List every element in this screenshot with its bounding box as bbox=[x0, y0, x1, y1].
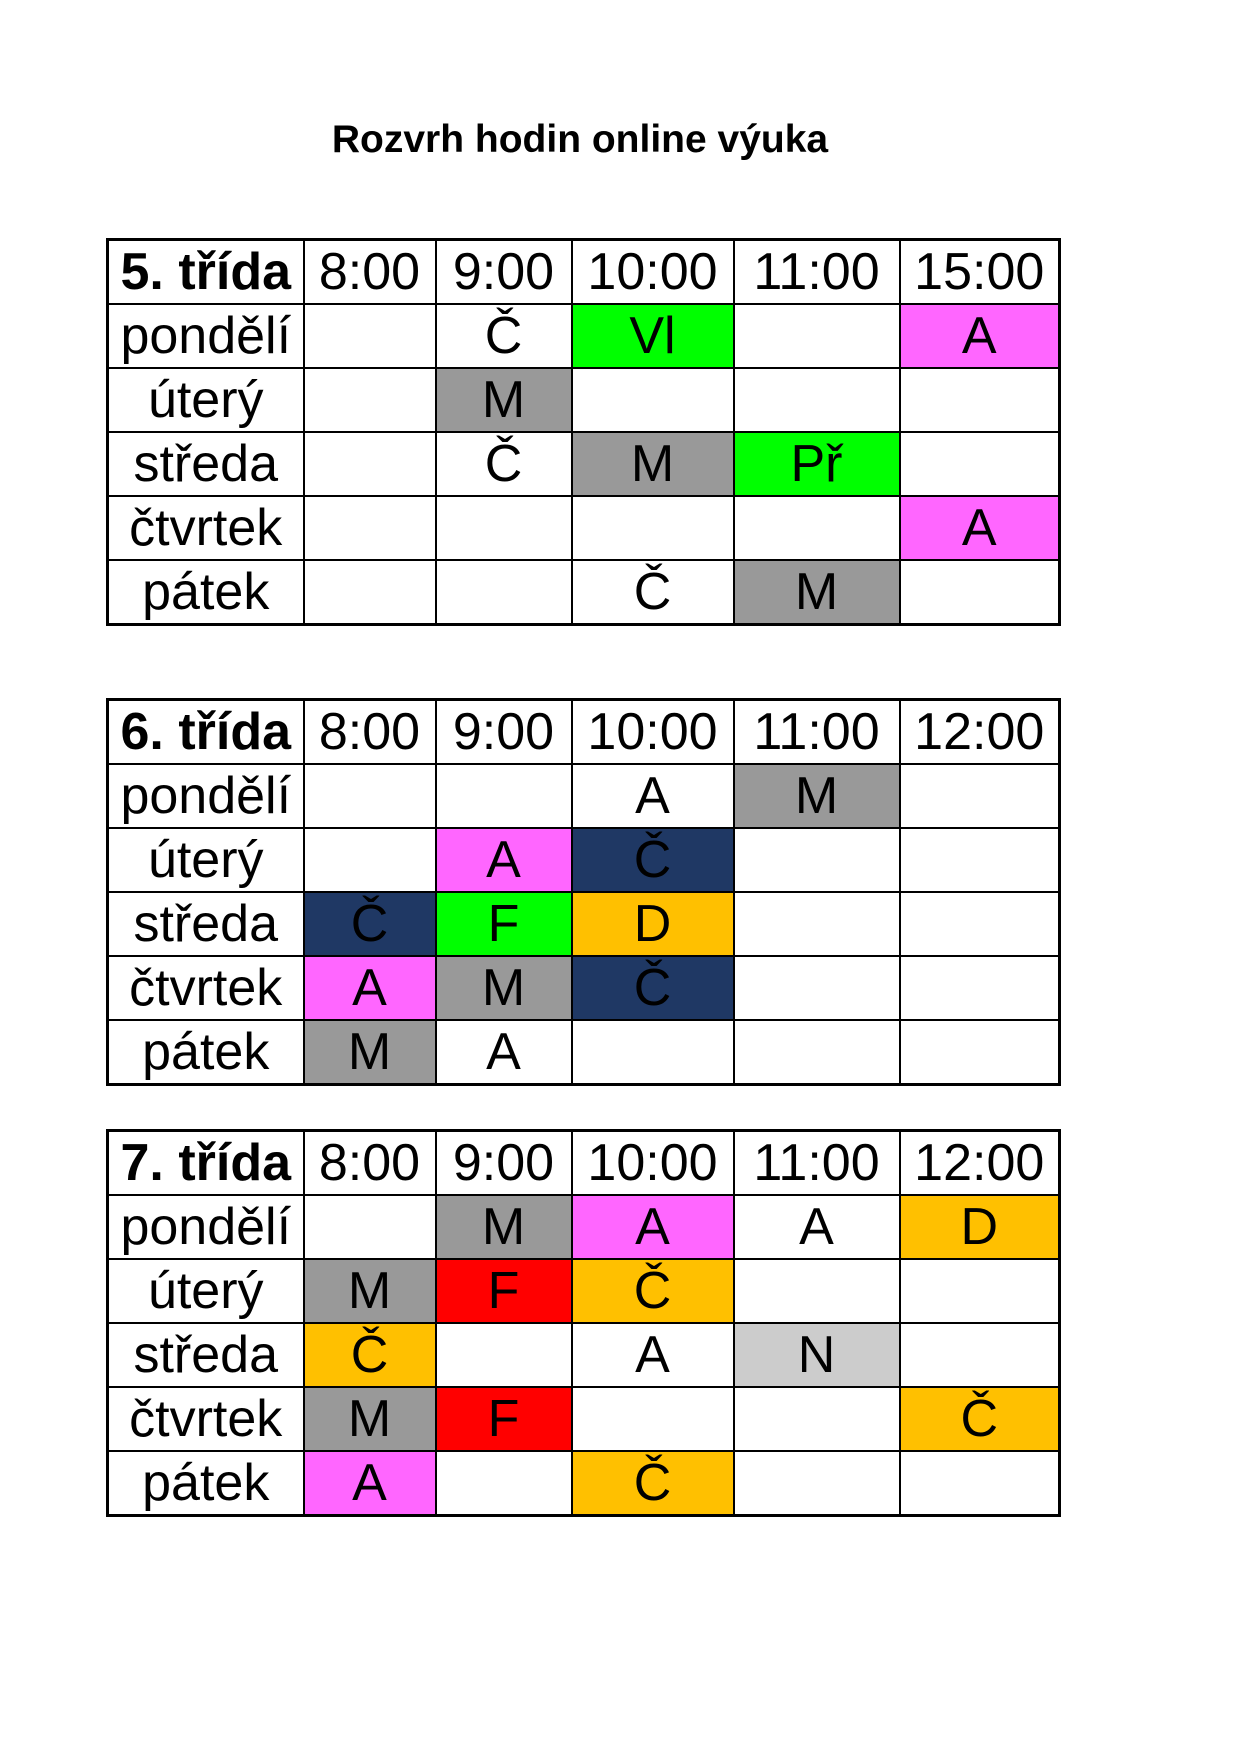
time-header: 9:00 bbox=[436, 700, 572, 765]
lesson-cell: Č bbox=[900, 1387, 1060, 1451]
lesson-cell: A bbox=[900, 496, 1060, 560]
time-header: 15:00 bbox=[900, 240, 1060, 305]
lesson-cell: D bbox=[900, 1195, 1060, 1259]
lesson-cell: F bbox=[436, 892, 572, 956]
table-row bbox=[108, 1195, 1060, 1259]
table-row bbox=[108, 368, 1060, 432]
lesson-cell: Č bbox=[572, 1451, 734, 1516]
lesson-cell bbox=[436, 560, 572, 625]
lesson-cell bbox=[734, 828, 900, 892]
lesson-cell: A bbox=[436, 828, 572, 892]
time-header: 8:00 bbox=[304, 700, 436, 765]
table-row bbox=[108, 764, 1060, 828]
day-label: pátek bbox=[108, 560, 304, 625]
lesson-cell bbox=[436, 496, 572, 560]
lesson-cell bbox=[304, 432, 436, 496]
day-label: středa bbox=[108, 892, 304, 956]
lesson-cell: F bbox=[436, 1259, 572, 1323]
time-header: 10:00 bbox=[572, 700, 734, 765]
table-row bbox=[108, 1323, 1060, 1387]
header-row bbox=[108, 1131, 1060, 1196]
table-row bbox=[108, 304, 1060, 368]
lesson-cell bbox=[304, 496, 436, 560]
lesson-cell: M bbox=[734, 764, 900, 828]
lesson-cell: M bbox=[304, 1259, 436, 1323]
lesson-cell: A bbox=[304, 956, 436, 1020]
lesson-cell bbox=[734, 304, 900, 368]
lesson-cell: A bbox=[572, 1323, 734, 1387]
time-header: 12:00 bbox=[900, 1131, 1060, 1196]
lesson-cell bbox=[572, 1387, 734, 1451]
class-label: 7. třída bbox=[108, 1131, 304, 1196]
schedule-table-7 bbox=[106, 1129, 1061, 1517]
time-header: 11:00 bbox=[734, 240, 900, 305]
lesson-cell bbox=[572, 1020, 734, 1085]
lesson-cell bbox=[304, 304, 436, 368]
lesson-cell: Př bbox=[734, 432, 900, 496]
lesson-cell bbox=[900, 828, 1060, 892]
time-header: 8:00 bbox=[304, 1131, 436, 1196]
day-label: čtvrtek bbox=[108, 1387, 304, 1451]
lesson-cell bbox=[304, 764, 436, 828]
lesson-cell: M bbox=[304, 1387, 436, 1451]
lesson-cell: Č bbox=[572, 956, 734, 1020]
lesson-cell bbox=[572, 496, 734, 560]
schedule-table-5 bbox=[106, 238, 1061, 626]
day-label: pátek bbox=[108, 1020, 304, 1085]
lesson-cell: M bbox=[436, 1195, 572, 1259]
lesson-cell bbox=[734, 1259, 900, 1323]
lesson-cell: Vl bbox=[572, 304, 734, 368]
header-row bbox=[108, 700, 1060, 765]
lesson-cell: Č bbox=[436, 432, 572, 496]
lesson-cell bbox=[304, 560, 436, 625]
lesson-cell bbox=[734, 368, 900, 432]
table-row bbox=[108, 892, 1060, 956]
lesson-cell bbox=[900, 956, 1060, 1020]
time-header: 8:00 bbox=[304, 240, 436, 305]
time-header: 9:00 bbox=[436, 240, 572, 305]
schedule-table-6 bbox=[106, 698, 1061, 1086]
lesson-cell: F bbox=[436, 1387, 572, 1451]
lesson-cell: M bbox=[734, 560, 900, 625]
lesson-cell: A bbox=[734, 1195, 900, 1259]
lesson-cell bbox=[304, 1195, 436, 1259]
lesson-cell bbox=[572, 368, 734, 432]
lesson-cell bbox=[900, 892, 1060, 956]
day-label: úterý bbox=[108, 828, 304, 892]
lesson-cell: M bbox=[436, 368, 572, 432]
lesson-cell bbox=[304, 828, 436, 892]
lesson-cell bbox=[900, 1259, 1060, 1323]
day-label: pátek bbox=[108, 1451, 304, 1516]
lesson-cell: Č bbox=[436, 304, 572, 368]
lesson-cell: A bbox=[572, 1195, 734, 1259]
day-label: středa bbox=[108, 432, 304, 496]
lesson-cell: A bbox=[900, 304, 1060, 368]
lesson-cell bbox=[900, 1451, 1060, 1516]
lesson-cell: A bbox=[572, 764, 734, 828]
page-title: Rozvrh hodin online výuka bbox=[331, 118, 829, 161]
day-label: čtvrtek bbox=[108, 496, 304, 560]
header-row bbox=[108, 240, 1060, 305]
table-row bbox=[108, 560, 1060, 625]
lesson-cell: Č bbox=[572, 1259, 734, 1323]
day-label: pondělí bbox=[108, 304, 304, 368]
lesson-cell bbox=[304, 368, 436, 432]
table-row bbox=[108, 496, 1060, 560]
lesson-cell bbox=[900, 432, 1060, 496]
lesson-cell: M bbox=[572, 432, 734, 496]
lesson-cell bbox=[734, 1020, 900, 1085]
table-row bbox=[108, 828, 1060, 892]
lesson-cell: D bbox=[572, 892, 734, 956]
lesson-cell bbox=[436, 1323, 572, 1387]
class-label: 6. třída bbox=[108, 700, 304, 765]
time-header: 10:00 bbox=[572, 240, 734, 305]
lesson-cell: Č bbox=[304, 892, 436, 956]
lesson-cell bbox=[900, 560, 1060, 625]
lesson-cell: M bbox=[304, 1020, 436, 1085]
day-label: pondělí bbox=[108, 764, 304, 828]
time-header: 11:00 bbox=[734, 1131, 900, 1196]
lesson-cell bbox=[900, 764, 1060, 828]
lesson-cell bbox=[734, 496, 900, 560]
table-row bbox=[108, 1451, 1060, 1516]
lesson-cell bbox=[900, 1020, 1060, 1085]
table-row bbox=[108, 1259, 1060, 1323]
day-label: středa bbox=[108, 1323, 304, 1387]
day-label: úterý bbox=[108, 368, 304, 432]
table-row bbox=[108, 1387, 1060, 1451]
lesson-cell: A bbox=[304, 1451, 436, 1516]
table-row bbox=[108, 432, 1060, 496]
lesson-cell bbox=[436, 764, 572, 828]
lesson-cell bbox=[900, 1323, 1060, 1387]
table-row bbox=[108, 956, 1060, 1020]
lesson-cell bbox=[734, 956, 900, 1020]
class-label: 5. třída bbox=[108, 240, 304, 305]
lesson-cell: A bbox=[436, 1020, 572, 1085]
lesson-cell bbox=[734, 1387, 900, 1451]
day-label: čtvrtek bbox=[108, 956, 304, 1020]
time-header: 9:00 bbox=[436, 1131, 572, 1196]
lesson-cell bbox=[734, 892, 900, 956]
day-label: pondělí bbox=[108, 1195, 304, 1259]
time-header: 11:00 bbox=[734, 700, 900, 765]
day-label: úterý bbox=[108, 1259, 304, 1323]
lesson-cell bbox=[900, 368, 1060, 432]
lesson-cell: Č bbox=[572, 560, 734, 625]
table-row bbox=[108, 1020, 1060, 1085]
time-header: 10:00 bbox=[572, 1131, 734, 1196]
lesson-cell bbox=[436, 1451, 572, 1516]
lesson-cell bbox=[734, 1451, 900, 1516]
lesson-cell: N bbox=[734, 1323, 900, 1387]
lesson-cell: Č bbox=[572, 828, 734, 892]
lesson-cell: Č bbox=[304, 1323, 436, 1387]
time-header: 12:00 bbox=[900, 700, 1060, 765]
lesson-cell: M bbox=[436, 956, 572, 1020]
